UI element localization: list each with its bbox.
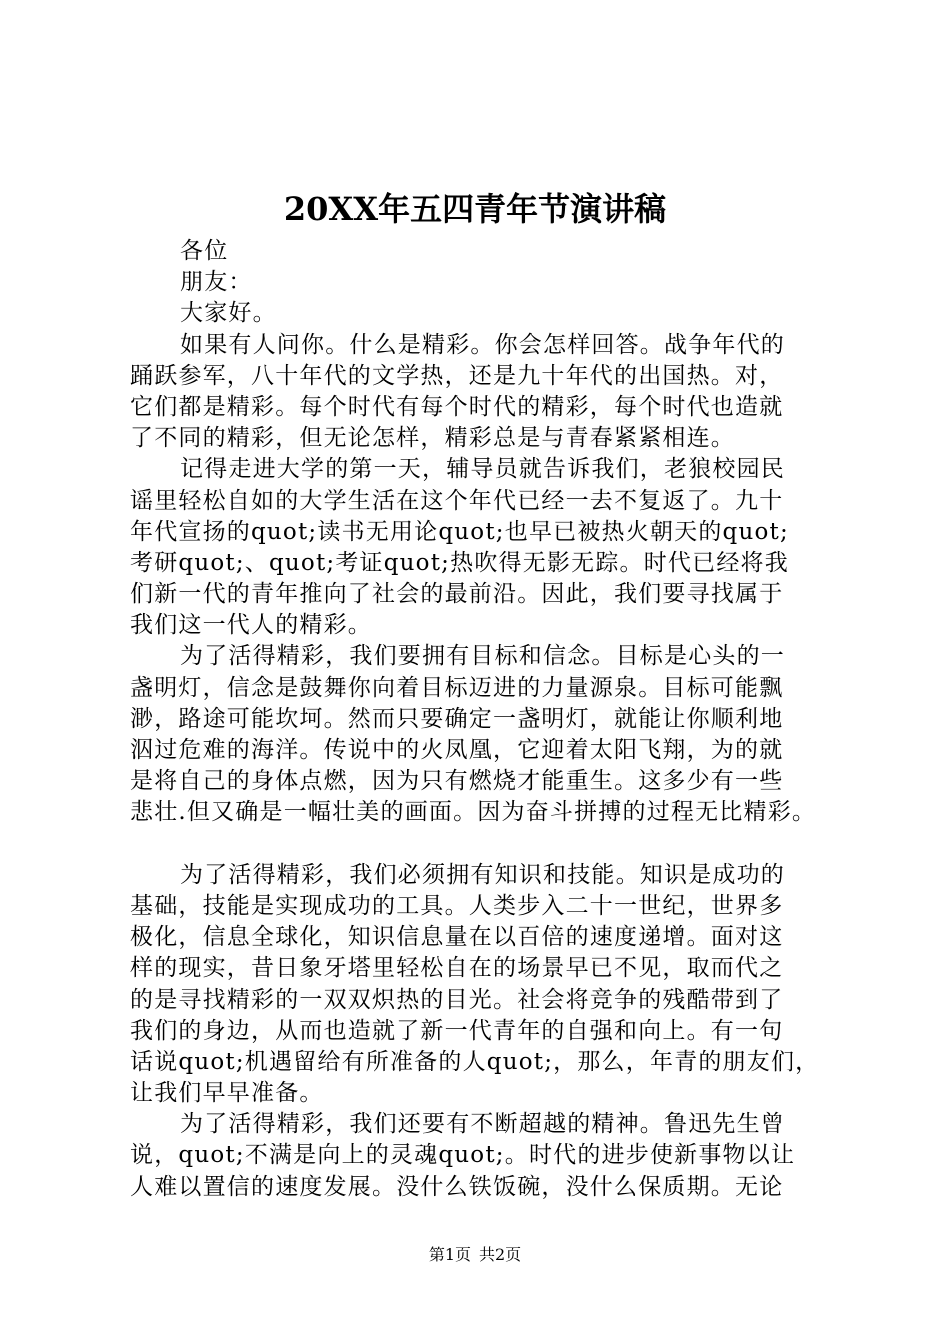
- page-title: 20XX年五四青年节演讲稿: [283, 190, 667, 228]
- text-line: 朋友：: [180, 269, 253, 296]
- text-line: 们新一代的青年推向了社会的最前沿。因此，我们要寻找属于: [130, 581, 784, 608]
- text-line: 各位: [180, 238, 229, 264]
- text-line: 让我们早早准备。: [130, 1080, 324, 1107]
- paragraph-gap: [130, 829, 836, 860]
- text-line: 踊跃参军，八十年代的文学热，还是九十年代的出国热。对，: [130, 362, 784, 389]
- document-body: [130, 236, 836, 1203]
- text-line: 盏明灯，信念是鼓舞你向着目标迈进的力量源泉。目标可能飘: [130, 674, 784, 701]
- text-line: 大家好。: [180, 300, 277, 327]
- text-line: 人难以置信的速度发展。没什么铁饭碗，没什么保质期。无论: [130, 1173, 784, 1200]
- text-line: 泅过危难的海洋。传说中的火凤凰，它迎着太阳飞翔，为的就: [130, 737, 784, 763]
- text-line: 我们这一代人的精彩。: [130, 612, 372, 639]
- page-total: 共2页: [479, 1245, 522, 1264]
- text-line: 为了活得精彩，我们还要有不断超越的精神。鲁迅先生曾: [180, 1111, 785, 1138]
- text-line: 说，quot;不满是向上的灵魂quot;。时代的进步使新事物以让: [130, 1142, 796, 1169]
- text-line: 考研quot;、quot;考证quot;热吹得无影无踪。时代已经将我: [130, 549, 789, 576]
- text-line: 年代宣扬的quot;读书无用论quot;也早已被热火朝天的quot;: [130, 518, 789, 545]
- text-line: 悲壮.但又确是一幅壮美的画面。因为奋斗拼搏的过程无比精彩。: [130, 799, 817, 826]
- text-line: 极化，信息全球化，知识信息量在以百倍的速度递增。面对这: [130, 924, 784, 951]
- page-number: 第1页: [428, 1245, 471, 1264]
- text-line: 了不同的精彩，但无论怎样，精彩总是与青春紧紧相连。: [130, 425, 735, 452]
- text-line: 基础，技能是实现成功的工具。人类步入二十一世纪，世界多: [130, 892, 784, 919]
- text-line: 样的现实，昔日象牙塔里轻松自在的场景早已不见，取而代之: [130, 955, 784, 982]
- text-line: 它们都是精彩。每个时代有每个时代的精彩，每个时代也造就: [130, 393, 784, 420]
- text-line: 话说quot;机遇留给有所准备的人quot;，那么，年青的朋友们，: [130, 1048, 820, 1075]
- text-line: 为了活得精彩，我们要拥有目标和信念。目标是心头的一: [180, 643, 785, 670]
- text-line: 的是寻找精彩的一双双炽热的目光。社会将竞争的残酷带到了: [130, 986, 784, 1013]
- page-footer: [0, 1244, 950, 1266]
- text-line: 如果有人问你。什么是精彩。你会怎样回答。战争年代的: [180, 331, 785, 358]
- text-line: 为了活得精彩，我们必须拥有知识和技能。知识是成功的: [180, 861, 785, 888]
- text-line: 是将自己的身体点燃，因为只有燃烧才能重生。这多少有一些: [130, 768, 784, 795]
- text-line: 我们的身边，从而也造就了新一代青年的自强和向上。有一句: [130, 1017, 784, 1044]
- text-line: 渺，路途可能坎坷。然而只要确定一盏明灯，就能让你顺利地: [130, 705, 784, 732]
- text-line: 谣里轻松自如的大学生活在这个年代已经一去不复返了。九十: [130, 487, 784, 514]
- text-line: 记得走进大学的第一天，辅导员就告诉我们，老狼校园民: [180, 456, 785, 483]
